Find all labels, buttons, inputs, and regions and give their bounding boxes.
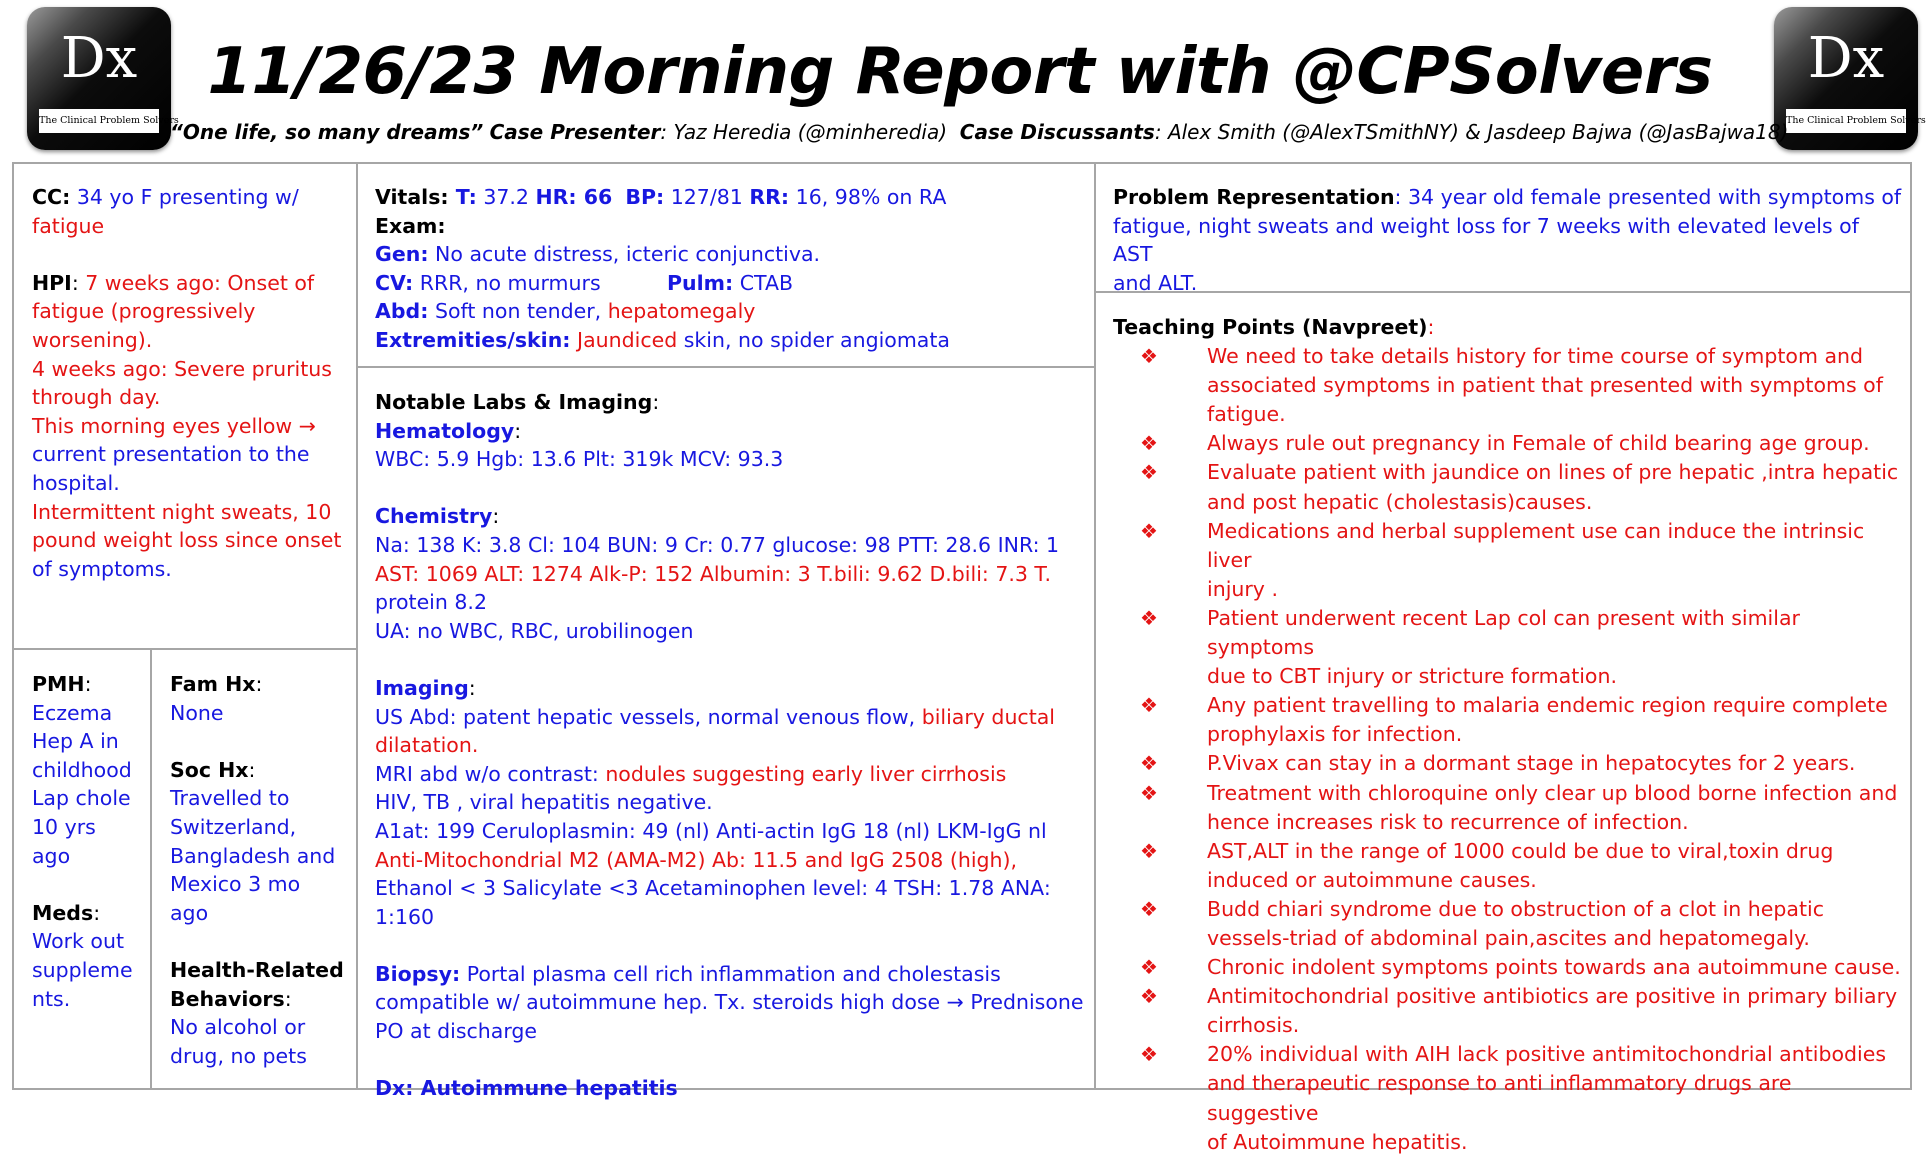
pmh-item: 10 yrs bbox=[32, 814, 96, 839]
cc-label: CC: bbox=[32, 185, 71, 209]
teaching-points-label: Teaching Points (Navpreet) bbox=[1113, 315, 1428, 339]
rr-value: 16, 98% on RA bbox=[789, 185, 947, 209]
teaching-point bbox=[1113, 895, 1908, 953]
teaching-point bbox=[1113, 458, 1908, 516]
hpi-line-11: of symptoms. bbox=[32, 556, 172, 581]
teaching-points-list bbox=[1113, 342, 1908, 1157]
pmh-item: ago bbox=[32, 843, 71, 868]
imaging-line-2: dilatation. bbox=[375, 733, 479, 758]
labs-label: Notable Labs & Imaging bbox=[375, 390, 653, 414]
gen-value: No acute distress, icteric conjunctiva. bbox=[428, 242, 821, 267]
cps-logo-left bbox=[27, 7, 179, 150]
teaching-point bbox=[1113, 749, 1908, 778]
behaviors-item: No alcohol or bbox=[170, 1015, 306, 1040]
diamond-bullet-icon: ❖ bbox=[1140, 955, 1158, 980]
teaching-point-line: hence increases risk to recurrence of infection. bbox=[1207, 809, 1689, 834]
teaching-point-line: due to CBT injury or stricture formation. bbox=[1207, 664, 1617, 689]
diamond-bullet-icon: ❖ bbox=[1140, 518, 1158, 543]
sochx-item: ago bbox=[170, 900, 209, 925]
teaching-point bbox=[1113, 982, 1908, 1040]
sochx-label: Soc Hx bbox=[170, 757, 249, 782]
teaching-points-section: Teaching Points (Navpreet): ❖ We need to take details history for time course of symptom and associated symptoms in patient that presented with symptoms of fatigue. ❖ Always rule out pregnancy in Female of child bearing age group. ❖ Evaluate patient with jaundice on lines of pre hepatic ,intra hepatic and post hepatic (cholestasis)causes. ❖ Medications and herbal supplement use can induce the intrinsic liver injury . ❖ Patient underwent recent Lap col can present with similar symptoms due to CBT injury or stricture formation. ❖ Any patient travelling to malaria endemic region require complete prophylaxis for infection. ❖ P.Vivax can stay in a dormant stage in hepatocytes for 2 years. ❖ Treatment with chloroquine only clear up blood borne infection and hence increases risk to recurrence of infection. ❖ AST,ALT in the range of 1000 could be due to viral,toxin drug induced or autoimmune causes. ❖ Budd chiari syndrome due to obstruction of a clot in hepatic vessels-triad of abdominal pain,ascites and hepatomegaly. ❖ Chronic indolent symptoms points towards ana autoimmune cause. ❖ Antimitochondrial positive antibiotics are positive in primary biliary cirrhosis. ❖ 20% individual with AIH lack positive antimitochondrial antibodies and therapeutic response to anti inflammatory drugs are suggestive of Autoimmune hepatitis. bbox=[1113, 313, 1908, 1157]
biopsy-line-2: compatible w/ autoimmune hep. Tx. steroids high dose → Prednisone bbox=[375, 990, 1084, 1015]
vitals-label: Vitals: bbox=[375, 185, 456, 209]
imaging-label: Imaging bbox=[375, 675, 469, 700]
ext-label: Extremities/skin: bbox=[375, 327, 571, 352]
teaching-point-line: vessels-triad of abdominal pain,ascites and hepatomegaly. bbox=[1207, 925, 1810, 950]
teaching-point-line: injury . bbox=[1207, 576, 1278, 601]
teaching-point-line: Treatment with chloroquine only clear up blood borne infection and bbox=[1207, 780, 1898, 805]
problem-rep-line-3: and ALT. bbox=[1113, 270, 1198, 295]
gen-label: Gen: bbox=[375, 242, 429, 267]
chemistry-line-3: protein 8.2 bbox=[375, 590, 487, 615]
dx-label: Dx: bbox=[375, 1076, 414, 1101]
teaching-point-line: Medications and herbal supplement use can induce the intrinsic liver bbox=[1207, 518, 1865, 572]
hematology-values: WBC: 5.9 Hgb: 13.6 Plt: 319k MCV: 93.3 bbox=[375, 447, 784, 472]
hpi-line-9: Intermittent night sweats, 10 bbox=[32, 499, 332, 524]
chemistry-line-2: AST: 1069 ALT: 1274 Alk-P: 152 Albumin: 3 T.bili: 9.62 D.bili: 7.3 T. bbox=[375, 561, 1052, 586]
pulm-value: CTAB bbox=[733, 270, 794, 295]
diamond-bullet-icon: ❖ bbox=[1140, 431, 1158, 456]
teaching-point-line: Antimitochondrial positive antibiotics are positive in primary biliary bbox=[1207, 984, 1898, 1009]
chemistry-label: Chemistry bbox=[375, 504, 493, 529]
hpi-line-4: 4 weeks ago: Severe pruritus bbox=[32, 356, 332, 381]
hpi-line-5: through day. bbox=[32, 385, 161, 410]
teaching-point bbox=[1113, 429, 1908, 458]
famhx-value: None bbox=[170, 700, 224, 725]
diamond-bullet-icon: ❖ bbox=[1140, 1042, 1158, 1067]
diamond-bullet-icon: ❖ bbox=[1140, 896, 1158, 921]
behaviors-label-2: Behaviors bbox=[170, 986, 285, 1011]
logo-subtext: The Clinical Problem Solvers bbox=[39, 109, 159, 133]
dx-value: Autoimmune hepatitis bbox=[413, 1076, 678, 1101]
pmh-label: PMH bbox=[32, 672, 85, 696]
cps-logo-right bbox=[1774, 7, 1926, 150]
problem-rep-label: Problem Representation bbox=[1113, 185, 1395, 209]
behaviors-label-1: Health-Related bbox=[170, 957, 344, 982]
imaging-line-5: A1at: 199 Ceruloplasmin: 49 (nl) Anti-actin IgG 18 (nl) LKM-IgG nl bbox=[375, 818, 1047, 843]
abd-value: Soft non tender, bbox=[428, 299, 608, 324]
pulm-label: Pulm: bbox=[667, 270, 734, 295]
fam-soc-section: Fam Hx: None Soc Hx: Travelled to Switzerland, Bangladesh and Mexico 3 mo ago Health-Related Behaviors: No alcohol or drug, no pets bbox=[170, 670, 356, 1070]
teaching-point-line: fatigue. bbox=[1207, 402, 1286, 427]
diamond-bullet-icon: ❖ bbox=[1140, 838, 1158, 863]
urinalysis: UA: no WBC, RBC, urobilinogen bbox=[375, 618, 694, 643]
sochx-item: Switzerland, bbox=[170, 814, 297, 839]
chemistry-line-1: Na: 138 K: 3.8 Cl: 104 BUN: 9 Cr: 0.77 glucose: 98 PTT: 28.6 INR: 1 bbox=[375, 532, 1060, 557]
presenter-name: : Yaz Heredia (@minheredia) bbox=[660, 120, 948, 144]
problem-rep-line-2: fatigue, night sweats and weight loss for 7 weeks with elevated levels of AST bbox=[1113, 213, 1859, 267]
cv-value: RRR, no murmurs bbox=[413, 270, 601, 295]
teaching-point bbox=[1113, 779, 1908, 837]
hpi-line-3: worsening). bbox=[32, 327, 153, 352]
abd-finding: hepatomegaly bbox=[607, 299, 756, 324]
teaching-point bbox=[1113, 604, 1908, 691]
logo-dx-text: Dx bbox=[1807, 26, 1885, 91]
bp-label: BP: bbox=[625, 185, 665, 209]
hematology-label: Hematology bbox=[375, 418, 515, 443]
rr-label: RR: bbox=[749, 185, 790, 209]
diamond-bullet-icon: ❖ bbox=[1140, 751, 1158, 776]
hpi-line-7: current presentation to the bbox=[32, 442, 310, 467]
divider-left-horizontal bbox=[12, 648, 358, 650]
temp-label: T: bbox=[455, 185, 477, 209]
problem-representation-section bbox=[1113, 183, 1903, 297]
ext-finding: Jaundiced bbox=[570, 327, 678, 352]
problem-rep-line-1: : 34 year old female presented with symptoms of bbox=[1394, 185, 1902, 209]
diamond-bullet-icon: ❖ bbox=[1140, 460, 1158, 485]
cc-text: 34 yo F presenting w/ bbox=[70, 185, 299, 209]
imaging-finding-1: biliary ductal bbox=[921, 704, 1055, 729]
teaching-point-line: Any patient travelling to malaria endemic region require complete bbox=[1207, 693, 1888, 718]
teaching-point bbox=[1113, 342, 1908, 429]
teaching-point-line: and therapeutic response to anti inflammatory drugs are suggestive bbox=[1207, 1071, 1792, 1125]
meds-label: Meds bbox=[32, 900, 94, 925]
bp-value: 127/81 bbox=[664, 185, 750, 209]
teaching-point bbox=[1113, 691, 1908, 749]
teaching-point-line: Chronic indolent symptoms points towards ana autoimmune cause. bbox=[1207, 955, 1901, 980]
labs-imaging-section: Notable Labs & Imaging: Hematology: WBC: 5.9 Hgb: 13.6 Plt: 319k MCV: 93.3 Chemistry: Na: 138 K: 3.8 Cl: 104 BUN: 9 Cr: 0.77 glucose: 98 PTT: 28.6 INR: 1 AST: 1069 ALT: 1274 Alk-P: 152 Albumin: 3 T.bili: 9.62 D.bili: 7.3 T. protein 8.2 UA: no WBC, RBC, urobilinogen Imaging: US Abd: patent hepatic vessels, normal venous flow, biliary ductal dilatation. MRI abd w/o contrast: nodules suggesting early liver cirrhosis HIV, TB , viral hepatitis negative. A1at: 199 Ceruloplasmin: 49 (nl) Anti-actin IgG 18 (nl) LKM-IgG nl Anti-Mitochondrial M2 (AMA-M2) Ab: 11.5 and IgG 2508 (high), Ethanol < 3 Salicylate <3 Acetaminophen level: 4 TSH: 1.78 ANA: 1:160 Biopsy: Portal plasma cell rich inflammation and cholestasis compatible w/ autoimmune hep. Tx. steroids high dose → Prednisone PO at discharge Dx: Autoimmune hepatitis bbox=[375, 388, 1090, 1103]
diamond-bullet-icon: ❖ bbox=[1140, 693, 1158, 718]
imaging-line-1: US Abd: patent hepatic vessels, normal venous flow, bbox=[375, 704, 922, 729]
teaching-point-line: Evaluate patient with jaundice on lines of pre hepatic ,intra hepatic bbox=[1207, 460, 1899, 485]
divider-left-vertical bbox=[150, 648, 152, 1090]
sochx-item: Mexico 3 mo bbox=[170, 872, 301, 897]
pmh-item: childhood bbox=[32, 757, 132, 782]
imaging-line-6: Anti-Mitochondrial M2 (AMA-M2) Ab: 11.5 and IgG 2508 (high), bbox=[375, 847, 1018, 872]
teaching-point-line: of Autoimmune hepatitis. bbox=[1207, 1129, 1468, 1154]
logo-subtext: The Clinical Problem Solvers bbox=[1786, 109, 1906, 133]
teaching-point-line: induced or autoimmune causes. bbox=[1207, 867, 1537, 892]
meds-item: suppleme bbox=[32, 957, 133, 982]
case-quote: “One life, so many dreams” bbox=[170, 120, 484, 144]
famhx-label: Fam Hx bbox=[170, 672, 256, 696]
pmh-item: Eczema bbox=[32, 700, 113, 725]
teaching-point bbox=[1113, 1040, 1908, 1156]
hr-value: HR: 66 bbox=[535, 185, 613, 209]
sochx-item: Bangladesh and bbox=[170, 843, 336, 868]
teaching-point bbox=[1113, 953, 1908, 982]
biopsy-line-1: Portal plasma cell rich inflammation and cholestasis bbox=[460, 961, 1001, 986]
teaching-point-line: Always rule out pregnancy in Female of child bearing age group. bbox=[1207, 431, 1870, 456]
biopsy-line-3: PO at discharge bbox=[375, 1019, 538, 1044]
presenter-label: Case Presenter bbox=[489, 120, 661, 144]
divider-middle-horizontal bbox=[356, 366, 1096, 368]
cv-label: CV: bbox=[375, 270, 414, 295]
hpi-colon: : bbox=[71, 270, 86, 295]
hpi-line-2: fatigue (progressively bbox=[32, 299, 256, 324]
exam-label: Exam: bbox=[375, 213, 446, 238]
teaching-point-line: prophylaxis for infection. bbox=[1207, 722, 1463, 747]
vitals-exam-section bbox=[375, 183, 1090, 355]
imaging-line-3: MRI abd w/o contrast: bbox=[375, 761, 606, 786]
meds-item: Work out bbox=[32, 929, 124, 954]
imaging-line-7: Ethanol < 3 Salicylate <3 Acetaminophen level: 4 TSH: 1.78 ANA: 1:160 bbox=[375, 876, 1051, 929]
teaching-point-line: cirrhosis. bbox=[1207, 1013, 1300, 1038]
hpi-line-8: hospital. bbox=[32, 470, 120, 495]
meds-item: nts. bbox=[32, 986, 71, 1011]
diamond-bullet-icon: ❖ bbox=[1140, 984, 1158, 1009]
teaching-point-line: associated symptoms in patient that presented with symptoms of bbox=[1207, 373, 1883, 398]
hpi-line-6: This morning eyes yellow → bbox=[32, 413, 316, 438]
teaching-point-line: 20% individual with AIH lack positive antimitochondrial antibodies bbox=[1207, 1042, 1887, 1067]
pmh-item: Lap chole bbox=[32, 786, 131, 811]
discussants-names: : Alex Smith (@AlexTSmithNY) & Jasdeep Bajwa (@JasBajwa18) bbox=[1154, 120, 1789, 144]
teaching-point-line: Budd chiari syndrome due to obstruction of a clot in hepatic bbox=[1207, 896, 1824, 921]
hpi-line-1: 7 weeks ago: Onset of bbox=[85, 270, 315, 295]
page-subtitle bbox=[170, 120, 1789, 144]
diamond-bullet-icon: ❖ bbox=[1140, 780, 1158, 805]
imaging-finding-3: nodules suggesting early liver cirrhosis bbox=[605, 761, 1007, 786]
teaching-point bbox=[1113, 517, 1908, 604]
teaching-point-line: We need to take details history for time course of symptom and bbox=[1207, 344, 1864, 369]
ext-value: skin, no spider angiomata bbox=[677, 327, 950, 352]
hpi-line-10: pound weight loss since onset bbox=[32, 528, 342, 553]
hpi-label: HPI bbox=[32, 270, 72, 295]
diamond-bullet-icon: ❖ bbox=[1140, 344, 1158, 369]
pmh-item: Hep A in bbox=[32, 729, 119, 754]
biopsy-label: Biopsy: bbox=[375, 961, 461, 986]
cc-text-red: fatigue bbox=[32, 213, 105, 238]
diamond-bullet-icon: ❖ bbox=[1140, 605, 1158, 630]
behaviors-item: drug, no pets bbox=[170, 1043, 307, 1068]
teaching-point-line: Patient underwent recent Lap col can present with similar symptoms bbox=[1207, 605, 1800, 660]
teaching-point-line: P.Vivax can stay in a dormant stage in hepatocytes for 2 years. bbox=[1207, 751, 1856, 776]
teaching-point-line: AST,ALT in the range of 1000 could be due to viral,toxin drug bbox=[1207, 838, 1834, 863]
page-title: 11/26/23 Morning Report with @CPSolvers bbox=[207, 35, 1713, 109]
teaching-point-line: and post hepatic (cholestasis)causes. bbox=[1207, 489, 1593, 514]
sochx-item: Travelled to bbox=[170, 786, 290, 811]
discussants-label: Case Discussants bbox=[959, 120, 1155, 144]
abd-label: Abd: bbox=[375, 299, 429, 324]
imaging-line-4: HIV, TB , viral hepatitis negative. bbox=[375, 790, 713, 815]
logo-dx-text: Dx bbox=[60, 26, 138, 91]
cc-hpi-section bbox=[32, 183, 352, 583]
pmh-meds-section: PMH: Eczema Hep A in childhood Lap chole 10 yrs ago Meds: Work out suppleme nts. bbox=[32, 670, 148, 1013]
temp-value: 37.2 bbox=[476, 185, 536, 209]
teaching-point bbox=[1113, 837, 1908, 895]
